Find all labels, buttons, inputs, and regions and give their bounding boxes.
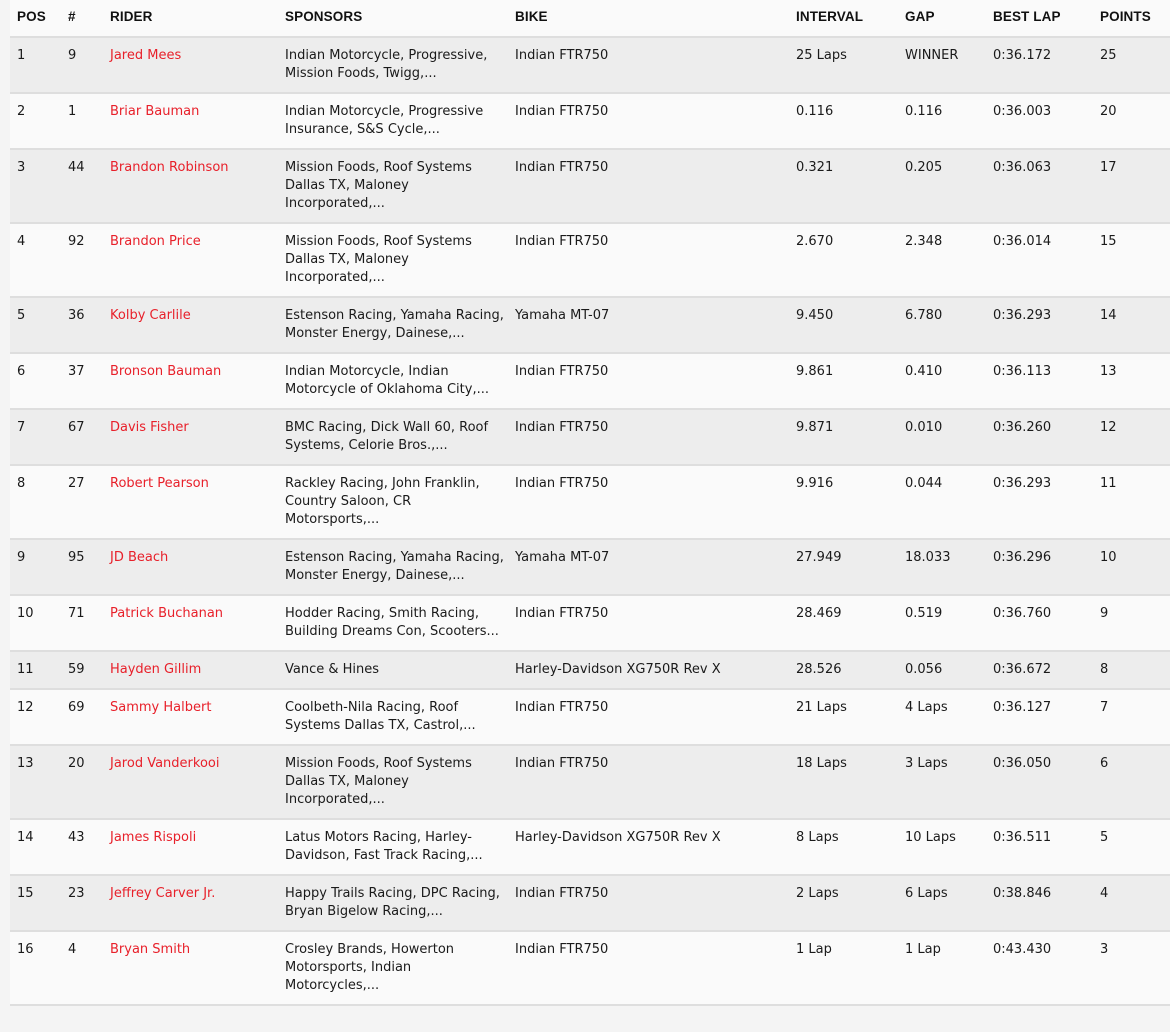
rider-number-cell: 43 xyxy=(68,819,110,875)
table-row xyxy=(10,353,1170,409)
sponsors-cell: Vance & Hines xyxy=(285,651,515,689)
table-header-row xyxy=(10,0,1170,37)
rider-cell xyxy=(110,875,285,931)
interval-cell: 27.949 xyxy=(796,539,905,595)
rider-number-cell: 4 xyxy=(68,931,110,1005)
rider-number-cell: 20 xyxy=(68,745,110,819)
rider-name-link[interactable]: Jarod Vanderkooi xyxy=(110,756,220,771)
points-cell: 15 xyxy=(1100,223,1170,297)
gap-cell: 0.056 xyxy=(905,651,993,689)
rider-cell xyxy=(110,745,285,819)
points-cell: 20 xyxy=(1100,93,1170,149)
results-table-container xyxy=(10,0,1170,1006)
rider-name-link[interactable]: JD Beach xyxy=(110,550,169,565)
header-rider[interactable]: RIDER xyxy=(110,0,285,37)
bike-cell: Harley-Davidson XG750R Rev X xyxy=(515,651,796,689)
rider-cell xyxy=(110,595,285,651)
sponsors-cell: Coolbeth-Nila Racing, Roof Systems Dallas TX, Castrol,... xyxy=(285,689,515,745)
position-cell: 11 xyxy=(10,651,68,689)
table-row xyxy=(10,651,1170,689)
rider-cell xyxy=(110,223,285,297)
header-pos[interactable]: POS xyxy=(10,0,68,37)
position-cell: 16 xyxy=(10,931,68,1005)
position-cell: 8 xyxy=(10,465,68,539)
bike-cell: Indian FTR750 xyxy=(515,353,796,409)
position-cell: 14 xyxy=(10,819,68,875)
interval-cell: 25 Laps xyxy=(796,37,905,93)
rider-name-link[interactable]: Jared Mees xyxy=(110,48,182,63)
bike-cell: Indian FTR750 xyxy=(515,689,796,745)
bike-cell: Indian FTR750 xyxy=(515,37,796,93)
points-cell: 6 xyxy=(1100,745,1170,819)
header-interval[interactable]: INTERVAL xyxy=(796,0,905,37)
interval-cell: 1 Lap xyxy=(796,931,905,1005)
gap-cell: 18.033 xyxy=(905,539,993,595)
results-body xyxy=(10,37,1170,1005)
interval-cell: 2.670 xyxy=(796,223,905,297)
gap-cell: 0.205 xyxy=(905,149,993,223)
rider-name-link[interactable]: Sammy Halbert xyxy=(110,700,212,715)
rider-number-cell: 92 xyxy=(68,223,110,297)
bike-cell: Yamaha MT-07 xyxy=(515,297,796,353)
rider-cell xyxy=(110,37,285,93)
interval-cell: 28.526 xyxy=(796,651,905,689)
table-row xyxy=(10,875,1170,931)
rider-name-link[interactable]: Robert Pearson xyxy=(110,476,209,491)
header-points[interactable]: POINTS xyxy=(1100,0,1170,37)
bike-cell: Yamaha MT-07 xyxy=(515,539,796,595)
interval-cell: 8 Laps xyxy=(796,819,905,875)
bike-cell: Indian FTR750 xyxy=(515,149,796,223)
interval-cell: 0.116 xyxy=(796,93,905,149)
rider-name-link[interactable]: Brandon Robinson xyxy=(110,160,229,175)
header-gap[interactable]: GAP xyxy=(905,0,993,37)
position-cell: 2 xyxy=(10,93,68,149)
sponsors-cell: Indian Motorcycle, Indian Motorcycle of Oklahoma City,... xyxy=(285,353,515,409)
sponsors-cell: Mission Foods, Roof Systems Dallas TX, Maloney Incorporated,... xyxy=(285,745,515,819)
gap-cell: 1 Lap xyxy=(905,931,993,1005)
bike-cell: Indian FTR750 xyxy=(515,223,796,297)
position-cell: 12 xyxy=(10,689,68,745)
best-lap-cell: 0:43.430 xyxy=(993,931,1100,1005)
sponsors-cell: Mission Foods, Roof Systems Dallas TX, Maloney Incorporated,... xyxy=(285,223,515,297)
rider-cell xyxy=(110,819,285,875)
sponsors-cell: BMC Racing, Dick Wall 60, Roof Systems, Celorie Bros.,... xyxy=(285,409,515,465)
points-cell: 13 xyxy=(1100,353,1170,409)
interval-cell: 28.469 xyxy=(796,595,905,651)
rider-cell xyxy=(110,93,285,149)
bike-cell: Indian FTR750 xyxy=(515,595,796,651)
header-best-lap[interactable]: BEST LAP xyxy=(993,0,1100,37)
points-cell: 7 xyxy=(1100,689,1170,745)
points-cell: 11 xyxy=(1100,465,1170,539)
interval-cell: 18 Laps xyxy=(796,745,905,819)
rider-cell xyxy=(110,149,285,223)
rider-number-cell: 44 xyxy=(68,149,110,223)
rider-name-link[interactable]: Briar Bauman xyxy=(110,104,200,119)
sponsors-cell: Estenson Racing, Yamaha Racing, Monster Energy, Dainese,... xyxy=(285,539,515,595)
table-row xyxy=(10,297,1170,353)
rider-number-cell: 95 xyxy=(68,539,110,595)
position-cell: 7 xyxy=(10,409,68,465)
rider-cell xyxy=(110,465,285,539)
table-row xyxy=(10,819,1170,875)
best-lap-cell: 0:36.003 xyxy=(993,93,1100,149)
sponsors-cell: Crosley Brands, Howerton Motorsports, Indian Motorcycles,... xyxy=(285,931,515,1005)
rider-name-link[interactable]: Bryan Smith xyxy=(110,942,191,957)
position-cell: 5 xyxy=(10,297,68,353)
best-lap-cell: 0:36.063 xyxy=(993,149,1100,223)
best-lap-cell: 0:36.293 xyxy=(993,465,1100,539)
table-row xyxy=(10,745,1170,819)
rider-cell xyxy=(110,931,285,1005)
rider-number-cell: 23 xyxy=(68,875,110,931)
sponsors-cell: Happy Trails Racing, DPC Racing, Bryan Bigelow Racing,... xyxy=(285,875,515,931)
header-number[interactable]: # xyxy=(68,0,110,37)
best-lap-cell: 0:36.511 xyxy=(993,819,1100,875)
points-cell: 4 xyxy=(1100,875,1170,931)
interval-cell: 9.450 xyxy=(796,297,905,353)
points-cell: 3 xyxy=(1100,931,1170,1005)
points-cell: 10 xyxy=(1100,539,1170,595)
position-cell: 13 xyxy=(10,745,68,819)
best-lap-cell: 0:36.296 xyxy=(993,539,1100,595)
rider-number-cell: 36 xyxy=(68,297,110,353)
table-row xyxy=(10,149,1170,223)
gap-cell: 0.044 xyxy=(905,465,993,539)
sponsors-cell: Mission Foods, Roof Systems Dallas TX, Maloney Incorporated,... xyxy=(285,149,515,223)
position-cell: 1 xyxy=(10,37,68,93)
rider-name-link[interactable]: Patrick Buchanan xyxy=(110,606,224,621)
bike-cell: Harley-Davidson XG750R Rev X xyxy=(515,819,796,875)
points-cell: 25 xyxy=(1100,37,1170,93)
gap-cell: 6 Laps xyxy=(905,875,993,931)
bike-cell: Indian FTR750 xyxy=(515,875,796,931)
gap-cell: 0.010 xyxy=(905,409,993,465)
best-lap-cell: 0:36.014 xyxy=(993,223,1100,297)
interval-cell: 2 Laps xyxy=(796,875,905,931)
rider-number-cell: 71 xyxy=(68,595,110,651)
bike-cell: Indian FTR750 xyxy=(515,409,796,465)
best-lap-cell: 0:36.113 xyxy=(993,353,1100,409)
rider-name-link[interactable]: Brandon Price xyxy=(110,234,201,249)
rider-name-link[interactable]: James Rispoli xyxy=(110,830,197,845)
best-lap-cell: 0:36.672 xyxy=(993,651,1100,689)
rider-cell xyxy=(110,297,285,353)
best-lap-cell: 0:36.260 xyxy=(993,409,1100,465)
bike-cell: Indian FTR750 xyxy=(515,931,796,1005)
rider-number-cell: 1 xyxy=(68,93,110,149)
points-cell: 14 xyxy=(1100,297,1170,353)
header-sponsors[interactable]: SPONSORS xyxy=(285,0,515,37)
position-cell: 6 xyxy=(10,353,68,409)
race-results-table xyxy=(10,0,1170,1006)
header-bike[interactable]: BIKE xyxy=(515,0,796,37)
sponsors-cell: Hodder Racing, Smith Racing, Building Dreams Con, Scooters... xyxy=(285,595,515,651)
sponsors-cell: Indian Motorcycle, Progressive Insurance, S&S Cycle,... xyxy=(285,93,515,149)
best-lap-cell: 0:36.760 xyxy=(993,595,1100,651)
points-cell: 9 xyxy=(1100,595,1170,651)
gap-cell: 10 Laps xyxy=(905,819,993,875)
table-row xyxy=(10,539,1170,595)
gap-cell: 4 Laps xyxy=(905,689,993,745)
best-lap-cell: 0:38.846 xyxy=(993,875,1100,931)
sponsors-cell: Latus Motors Racing, Harley-Davidson, Fast Track Racing,... xyxy=(285,819,515,875)
table-row xyxy=(10,93,1170,149)
bike-cell: Indian FTR750 xyxy=(515,93,796,149)
bike-cell: Indian FTR750 xyxy=(515,745,796,819)
position-cell: 10 xyxy=(10,595,68,651)
interval-cell: 9.861 xyxy=(796,353,905,409)
gap-cell: 3 Laps xyxy=(905,745,993,819)
position-cell: 9 xyxy=(10,539,68,595)
points-cell: 8 xyxy=(1100,651,1170,689)
bike-cell: Indian FTR750 xyxy=(515,465,796,539)
rider-name-link[interactable]: Hayden Gillim xyxy=(110,662,202,677)
rider-number-cell: 27 xyxy=(68,465,110,539)
rider-cell xyxy=(110,353,285,409)
table-row xyxy=(10,37,1170,93)
gap-cell: 0.116 xyxy=(905,93,993,149)
points-cell: 5 xyxy=(1100,819,1170,875)
rider-cell xyxy=(110,409,285,465)
gap-cell: 2.348 xyxy=(905,223,993,297)
sponsors-cell: Estenson Racing, Yamaha Racing, Monster Energy, Dainese,... xyxy=(285,297,515,353)
best-lap-cell: 0:36.050 xyxy=(993,745,1100,819)
best-lap-cell: 0:36.172 xyxy=(993,37,1100,93)
best-lap-cell: 0:36.127 xyxy=(993,689,1100,745)
interval-cell: 9.916 xyxy=(796,465,905,539)
rider-cell xyxy=(110,651,285,689)
table-row xyxy=(10,223,1170,297)
table-row xyxy=(10,931,1170,1005)
gap-cell: 0.410 xyxy=(905,353,993,409)
table-row xyxy=(10,409,1170,465)
position-cell: 3 xyxy=(10,149,68,223)
interval-cell: 21 Laps xyxy=(796,689,905,745)
gap-cell: 0.519 xyxy=(905,595,993,651)
best-lap-cell: 0:36.293 xyxy=(993,297,1100,353)
table-row xyxy=(10,465,1170,539)
rider-name-link[interactable]: Jeffrey Carver Jr. xyxy=(110,886,216,901)
rider-number-cell: 69 xyxy=(68,689,110,745)
points-cell: 17 xyxy=(1100,149,1170,223)
rider-cell xyxy=(110,689,285,745)
interval-cell: 0.321 xyxy=(796,149,905,223)
table-row xyxy=(10,689,1170,745)
table-row xyxy=(10,595,1170,651)
interval-cell: 9.871 xyxy=(796,409,905,465)
rider-name-link[interactable]: Kolby Carlile xyxy=(110,308,191,323)
gap-cell: 6.780 xyxy=(905,297,993,353)
sponsors-cell: Indian Motorcycle, Progressive, Mission Foods, Twigg,... xyxy=(285,37,515,93)
gap-cell: WINNER xyxy=(905,37,993,93)
rider-number-cell: 59 xyxy=(68,651,110,689)
points-cell: 12 xyxy=(1100,409,1170,465)
rider-name-link[interactable]: Davis Fisher xyxy=(110,420,189,435)
rider-cell xyxy=(110,539,285,595)
position-cell: 4 xyxy=(10,223,68,297)
rider-number-cell: 9 xyxy=(68,37,110,93)
sponsors-cell: Rackley Racing, John Franklin, Country Saloon, CR Motorsports,... xyxy=(285,465,515,539)
rider-number-cell: 37 xyxy=(68,353,110,409)
position-cell: 15 xyxy=(10,875,68,931)
rider-name-link[interactable]: Bronson Bauman xyxy=(110,364,222,379)
rider-number-cell: 67 xyxy=(68,409,110,465)
